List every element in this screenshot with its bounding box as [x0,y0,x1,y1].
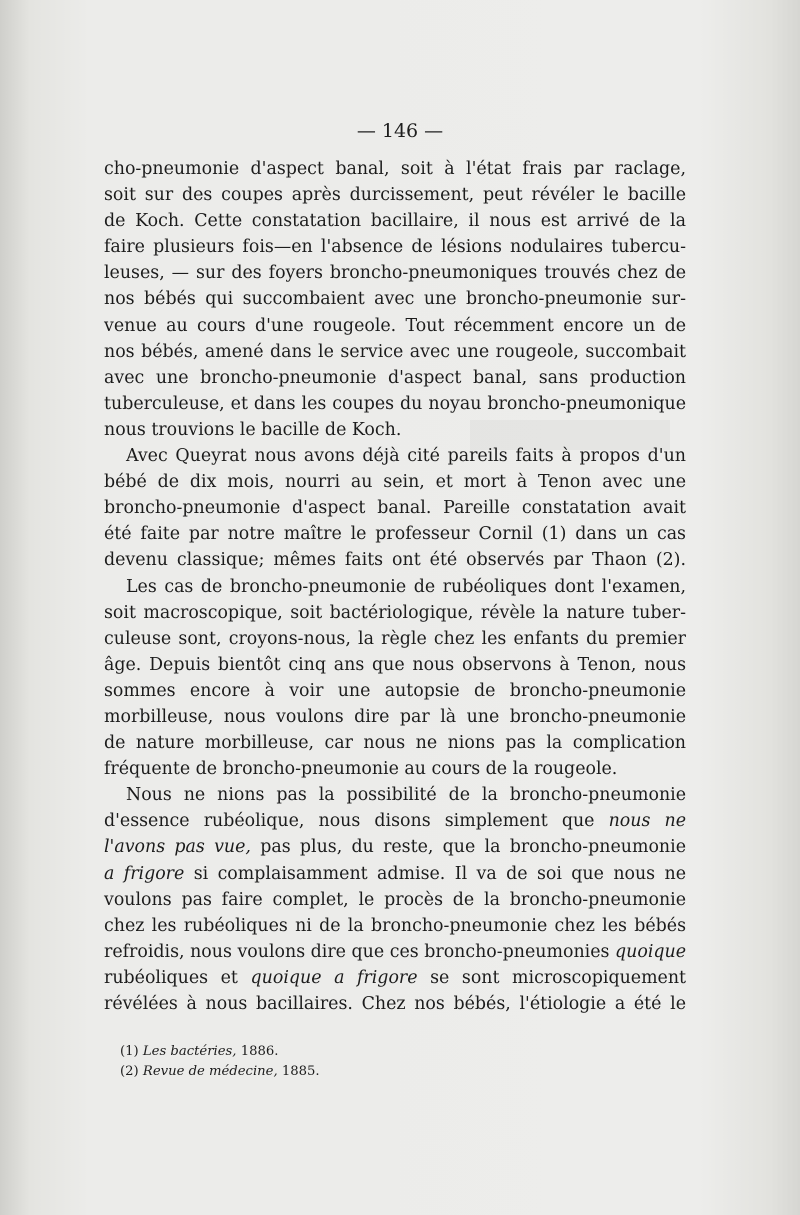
text-line: venue au cours d'une rougeole. Tout récemment encore un de [104,315,686,336]
footnote-mark: (2) [120,1064,139,1079]
text-segment: refroidis, nous voulons dire que ces broncho-pneumonies [104,941,610,962]
text-line: de nature morbilleuse, car nous ne nions pas la complication [104,733,686,754]
text-line: nous trouvions le bacille de Koch. [104,419,402,440]
text-line: avec une broncho-pneumonie d'aspect banal, sans production [104,367,686,388]
text-line [104,808,686,834]
text-line [104,861,686,887]
paragraph-start-line: Nous ne nions pas la possibilité de la broncho-pneumonie [126,785,686,806]
text-line: révélées à nous bacillaires. Chez nos bébés, l'étiologie a été le [104,994,686,1014]
footnote-year: 1886. [240,1044,279,1059]
text-line: devenu classique; mêmes faits ont été observés par Thaon (2). [104,550,686,571]
text-line: nos bébés qui succombaient avec une broncho-pneumonie sur- [104,289,686,310]
text-line [104,965,686,991]
footnote-mark: (1) [120,1044,139,1059]
text-line: broncho-pneumonie d'aspect banal. Pareille constatation avait [104,498,686,519]
footnote [120,1062,680,1082]
text-segment: pas plus, du reste, que la broncho-pneumonie [260,837,686,858]
text-line: bébé de dix mois, nourri au sein, et mort à Tenon avec une [104,472,686,493]
text-line: de Koch. Cette constatation bacillaire, il nous est arrivé de la [104,211,686,232]
text-line: soit sur des coupes après durcissement, peut révéler le bacille [104,185,686,206]
body-text [104,156,686,1017]
footnotes [120,1042,680,1082]
text-segment: d'essence rubéolique, nous disons simplement que [104,811,595,832]
text-line: âge. Depuis bientôt cinq ans que nous observons à Tenon, nous [104,654,686,675]
paragraph-start-line: Avec Queyrat nous avons déjà cité pareils faits à propos d'un [126,446,686,467]
text-line [104,834,686,860]
footnote-year: 1885. [281,1064,320,1079]
text-line: voulons pas faire complet, le procès de la broncho-pneumonie [104,889,686,910]
text-line: culeuse sont, croyons-nous, la règle chez les enfants du premier [104,628,686,649]
text-line: été faite par notre maître le professeur Cornil (1) dans un cas [104,524,686,545]
italic-phrase: a frigore [104,863,185,884]
footnote-title: Les bactéries, [142,1044,237,1059]
page-number: — 146 — [356,120,444,142]
italic-phrase: l'avons pas vue, [104,837,251,858]
text-line [104,939,686,965]
footnote [120,1042,680,1062]
text-line: morbilleuse, nous voulons dire par là une broncho-pneumonie [104,706,686,727]
text-line: sommes encore à voir une autopsie de broncho-pneumonie [104,680,686,701]
italic-phrase: quoique a frigore [250,967,418,988]
text-segment: si complaisamment admise. Il va de soi que nous ne [193,863,686,884]
text-segment: rubéoliques et [104,967,238,988]
italic-phrase: nous ne [608,811,686,832]
text-line: cho-pneumonie d'aspect banal, soit à l'état frais par raclage, [104,159,686,179]
text-line: faire plusieurs fois—en l'absence de lésions nodulaires tubercu- [104,237,686,258]
text-line: leuses, — sur des foyers broncho-pneumoniques trouvés chez de [104,263,686,284]
text-line: tuberculeuse, et dans les coupes du noyau broncho-pneumonique [104,393,686,414]
italic-phrase: quoique [615,941,687,962]
text-line: nos bébés, amené dans le service avec une rougeole, succombait [104,341,686,362]
paragraph-start-line: Les cas de broncho-pneumonie de rubéoliques dont l'examen, [126,576,686,597]
text-line: soit macroscopique, soit bactériologique, révèle la nature tuber- [104,602,686,623]
text-line: chez les rubéoliques ni de la broncho-pneumonie chez les bébés [104,915,686,936]
text-segment: se sont microscopiquement [430,967,687,988]
text-line: fréquente de broncho-pneumonie au cours de la rougeole. [104,759,618,780]
footnote-title: Revue de médecine, [142,1064,278,1079]
